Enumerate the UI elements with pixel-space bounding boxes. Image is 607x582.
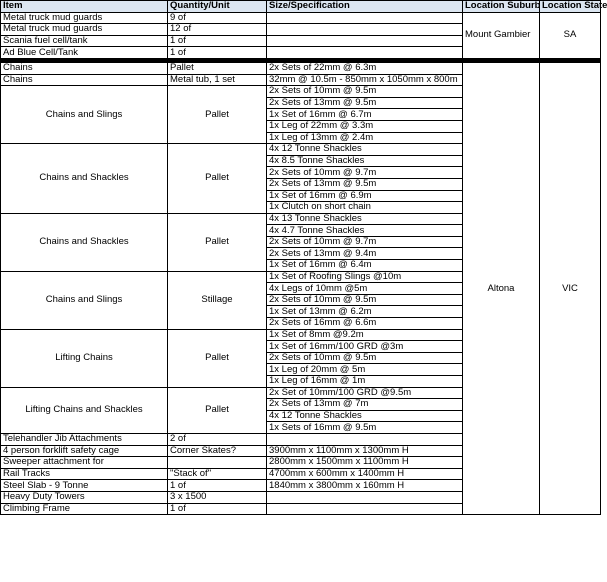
- spec-cell[interactable]: 2x Sets of 10mm @ 9.5m: [267, 352, 463, 364]
- spec-cell[interactable]: 32mm @ 10.5m - 850mm x 1050mm x 800m: [267, 74, 463, 86]
- spec-cell[interactable]: 2x Sets of 10mm @ 9.5m: [267, 86, 463, 98]
- item-cell[interactable]: Heavy Duty Towers: [1, 491, 168, 503]
- table-row: [1, 12, 601, 24]
- spec-cell[interactable]: 4x 12 Tonne Shackles: [267, 144, 463, 156]
- quantity-cell[interactable]: [168, 457, 267, 469]
- quantity-cell[interactable]: "Stack of": [168, 468, 267, 480]
- spec-cell[interactable]: 1x Set of 16mm @ 6.4m: [267, 260, 463, 272]
- item-cell[interactable]: Metal truck mud guards: [1, 24, 168, 36]
- spec-cell[interactable]: 4700mm x 600mm x 1400mm H: [267, 468, 463, 480]
- spec-cell[interactable]: 2x Set of 10mm/100 GRD @9.5m: [267, 387, 463, 399]
- spec-cell[interactable]: 2x Sets of 13mm @ 9.5m: [267, 97, 463, 109]
- spec-cell[interactable]: 1x Set of 16mm @ 6.7m: [267, 109, 463, 121]
- spec-cell[interactable]: 2800mm x 1500mm x 1100mm H: [267, 457, 463, 469]
- group-quantity-cell[interactable]: Stillage: [168, 271, 267, 329]
- group-item-cell[interactable]: Chains and Slings: [1, 86, 168, 144]
- quantity-cell[interactable]: 1 of: [168, 47, 267, 59]
- spec-cell[interactable]: 2x Sets of 16mm @ 6.6m: [267, 318, 463, 330]
- spec-cell[interactable]: 2x Sets of 13mm @ 9.4m: [267, 248, 463, 260]
- item-cell[interactable]: Rail Tracks: [1, 468, 168, 480]
- quantity-cell[interactable]: Pallet: [168, 62, 267, 74]
- group-item-cell[interactable]: Chains and Shackles: [1, 144, 168, 214]
- suburb-cell[interactable]: Altona: [463, 62, 540, 514]
- spec-cell[interactable]: [267, 35, 463, 47]
- table-body: [1, 0, 607, 515]
- spec-cell[interactable]: 2x Sets of 10mm @ 9.5m: [267, 294, 463, 306]
- group-quantity-cell[interactable]: Pallet: [168, 387, 267, 433]
- spec-cell[interactable]: 4x 8.5 Tonne Shackles: [267, 155, 463, 167]
- quantity-cell[interactable]: 2 of: [168, 433, 267, 445]
- spec-cell[interactable]: 1x Leg of 20mm @ 5m: [267, 364, 463, 376]
- state-cell[interactable]: SA: [540, 12, 601, 58]
- spec-cell[interactable]: 4x 12 Tonne Shackles: [267, 410, 463, 422]
- item-cell[interactable]: Scania fuel cell/tank: [1, 35, 168, 47]
- spec-cell[interactable]: 2x Sets of 13mm @ 9.5m: [267, 178, 463, 190]
- table-row: [1, 62, 601, 74]
- group-item-cell[interactable]: Chains and Slings: [1, 271, 168, 329]
- column-header-state[interactable]: Location State: [540, 1, 601, 13]
- item-cell[interactable]: 4 person forklift safety cage: [1, 445, 168, 457]
- group-quantity-cell[interactable]: Pallet: [168, 329, 267, 387]
- group-item-cell[interactable]: Lifting Chains and Shackles: [1, 387, 168, 433]
- spec-cell[interactable]: 1x Leg of 22mm @ 3.3m: [267, 120, 463, 132]
- spec-cell[interactable]: [267, 503, 463, 515]
- spec-cell[interactable]: [267, 47, 463, 59]
- item-cell[interactable]: Steel Slab - 9 Tonne: [1, 480, 168, 492]
- column-header-size[interactable]: Size/Specification: [267, 1, 463, 13]
- spec-cell[interactable]: 1x Set of 13mm @ 6.2m: [267, 306, 463, 318]
- spec-cell[interactable]: [267, 12, 463, 24]
- column-header-quantity[interactable]: Quantity/Unit: [168, 1, 267, 13]
- spec-cell[interactable]: [267, 433, 463, 445]
- column-header-suburb[interactable]: Location Suburb: [463, 1, 540, 13]
- group-quantity-cell[interactable]: Pallet: [168, 86, 267, 144]
- spec-cell[interactable]: 1x Set of 16mm/100 GRD @3m: [267, 341, 463, 353]
- item-cell[interactable]: Metal truck mud guards: [1, 12, 168, 24]
- quantity-cell[interactable]: 1 of: [168, 35, 267, 47]
- header-row: [1, 1, 601, 13]
- item-cell[interactable]: Chains: [1, 62, 168, 74]
- quantity-cell[interactable]: 9 of: [168, 12, 267, 24]
- quantity-cell[interactable]: 12 of: [168, 24, 267, 36]
- spec-cell[interactable]: 2x Sets of 13mm @ 7m: [267, 399, 463, 411]
- spec-cell[interactable]: 2x Sets of 10mm @ 9.7m: [267, 236, 463, 248]
- spec-cell[interactable]: 1x Leg of 16mm @ 1m: [267, 376, 463, 388]
- spec-cell[interactable]: 1x Set of Roofing Slings @10m: [267, 271, 463, 283]
- spec-cell[interactable]: 4x 13 Tonne Shackles: [267, 213, 463, 225]
- spec-cell[interactable]: 4x Legs of 10mm @5m: [267, 283, 463, 295]
- group-quantity-cell[interactable]: Pallet: [168, 144, 267, 214]
- state-cell[interactable]: VIC: [540, 62, 601, 514]
- item-cell[interactable]: Telehandler Jib Attachments: [1, 433, 168, 445]
- column-header-item[interactable]: Item: [1, 1, 168, 13]
- quantity-cell[interactable]: Metal tub, 1 set: [168, 74, 267, 86]
- item-cell[interactable]: Ad Blue Cell/Tank: [1, 47, 168, 59]
- quantity-cell[interactable]: 3 x 1500: [168, 491, 267, 503]
- spec-cell[interactable]: 3900mm x 1100mm x 1300mm H: [267, 445, 463, 457]
- item-cell[interactable]: Chains: [1, 74, 168, 86]
- quantity-cell[interactable]: 1 of: [168, 503, 267, 515]
- spec-cell[interactable]: 1x Leg of 13mm @ 2.4m: [267, 132, 463, 144]
- spec-cell[interactable]: 2x Sets of 22mm @ 6.3m: [267, 62, 463, 74]
- spec-cell[interactable]: 1x Sets of 16mm @ 9.5m: [267, 422, 463, 434]
- spec-cell[interactable]: 1x Clutch on short chain: [267, 202, 463, 214]
- item-cell[interactable]: Climbing Frame: [1, 503, 168, 515]
- item-cell[interactable]: Sweeper attachment for: [1, 457, 168, 469]
- quantity-cell[interactable]: 1 of: [168, 480, 267, 492]
- group-item-cell[interactable]: Lifting Chains: [1, 329, 168, 387]
- spec-cell[interactable]: 1x Set of 16mm @ 6.9m: [267, 190, 463, 202]
- suburb-cell[interactable]: Mount Gambier: [463, 12, 540, 58]
- quantity-cell[interactable]: Corner Skates?: [168, 445, 267, 457]
- spec-cell[interactable]: 1x Set of 8mm @9.2m: [267, 329, 463, 341]
- spec-cell[interactable]: [267, 24, 463, 36]
- group-quantity-cell[interactable]: Pallet: [168, 213, 267, 271]
- spec-cell[interactable]: [267, 491, 463, 503]
- group-item-cell[interactable]: Chains and Shackles: [1, 213, 168, 271]
- spec-cell[interactable]: 1840mm x 3800mm x 160mm H: [267, 480, 463, 492]
- spec-cell[interactable]: 2x Sets of 10mm @ 9.7m: [267, 167, 463, 179]
- spec-cell[interactable]: 4x 4.7 Tonne Shackles: [267, 225, 463, 237]
